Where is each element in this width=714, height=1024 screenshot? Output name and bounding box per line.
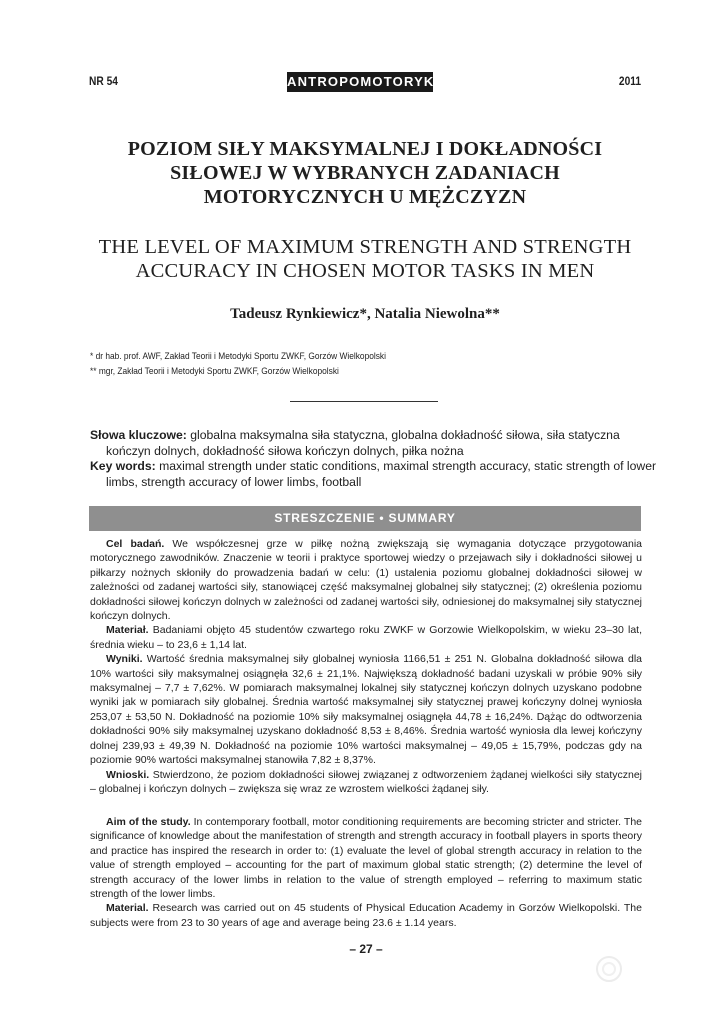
publication-year: 2011 <box>618 74 641 88</box>
journal-name: ANTROPOMOTORYKA <box>287 72 433 92</box>
abstract-polish <box>90 537 642 796</box>
title-polish <box>90 137 640 209</box>
paragraph-label: Wnioski. <box>106 768 150 781</box>
title-english-line: ACCURACY IN CHOSEN MOTOR TASKS IN MEN <box>135 260 595 282</box>
title-polish-line: SIŁOWEJ W WYBRANYCH ZADANIACH <box>170 162 560 184</box>
keywords-english-label: Key words: <box>90 459 156 473</box>
abstract-paragraph <box>90 623 642 652</box>
keywords-english <box>90 458 662 490</box>
title-polish-line: MOTORYCZNYCH U MĘŻCZYZN <box>203 186 527 208</box>
authors: Tadeusz Rynkiewicz*, Natalia Niewolna** <box>230 306 500 322</box>
paragraph-label: Wyniki. <box>106 653 143 666</box>
affiliation: * dr hab. prof. AWF, Zakład Teorii i Metodyki Sportu ZWKF, Gorzów Wielkopolski <box>90 351 386 362</box>
paragraph-text: Stwierdzono, że poziom dokładności siłowej związanej z odtworzeniem żądanej wielkości siły statycznej – globalnej i kończyn dolnych – zwiększa się wraz ze wzrostem wielkości żądanej siły. <box>90 768 642 795</box>
keywords-english-text: maximal strength under static conditions, maximal strength accuracy, static strength of lower limbs, strength accuracy of lower limbs, football <box>106 459 657 489</box>
paragraph-text: We współczesnej grze w piłkę nożną zwiększają się wymagania dotyczące przygotowania motorycznego zawodników. Znaczenie w teorii i praktyce sportowej wiedzy o przejawach siły i dokładności siłowej u piłkarzy nożnych skłoniły do prowadzenia badań w celu: (1) ustalenia poziomu globalnej dokładności siłowej w zależności od zadanej wartości siły, stanowiącej część maksymalnej globalnej siły statycznej; (2) określenia poziomu dokładności siłowej kończyn dolnych w zależności od zadanej wartości siły, odniesionej do maksymalnej siły statycznej kończyn dolnych. <box>90 538 642 623</box>
keywords-polish <box>90 427 662 459</box>
issue-number: NR 54 <box>89 74 118 88</box>
keywords-polish-text: globalna maksymalna siła statyczna, globalna dokładność siłowa, siła statyczna kończyn dolnych, dokładność siłowa kończyn dolnych, piłka nożna <box>106 428 620 458</box>
paragraph-text: In contemporary football, motor conditioning requirements are becoming stricter and stricter. The significance of knowledge about the manifestation of strength and strength accuracy in football players in sports theory and practice has inspired the research in order to: (1) evaluate the level of global strength accuracy in relation to the value of strength employed – accounting for the part of maximum global static strength; (2) determine the level of strength accuracy of the lower limbs in relation to the value of strength employed – referring to maximum static strength of the lower limbs. <box>90 816 642 901</box>
summary-heading: STRESZCZENIE • SUMMARY <box>89 506 641 531</box>
title-english <box>90 235 640 283</box>
page-header <box>89 72 641 94</box>
paragraph-label: Cel badań. <box>106 538 165 550</box>
paragraph-label: Material. <box>106 902 149 915</box>
keywords-polish-label: Słowa kluczowe: <box>90 428 187 442</box>
title-english-line: THE LEVEL OF MAXIMUM STRENGTH AND STRENGTH <box>98 236 632 258</box>
abstract-paragraph <box>90 537 642 623</box>
title-polish-line: POZIOM SIŁY MAKSYMALNEJ I DOKŁADNOŚCI <box>127 138 603 160</box>
abstract-paragraph <box>90 815 642 901</box>
paragraph-text: Research was carried out on 45 students of Physical Education Academy in Gorzów Wielkopolski. The subjects were from 23 to 30 years of age and average being 23.6 ± 1.14 years. <box>90 902 642 929</box>
abstract-paragraph <box>90 652 642 767</box>
affiliation: ** mgr, Zakład Teorii i Metodyki Sportu ZWKF, Gorzów Wielkopolski <box>90 366 339 377</box>
abstract-paragraph <box>90 901 642 930</box>
paragraph-text: Badaniami objęto 45 studentów czwartego roku ZWKF w Gorzowie Wielkopolskim, w wieku 23–30 lat, średnia wieku – to 23,6 ± 1,14 lat. <box>90 624 642 651</box>
paragraph-text: Wartość średnia maksymalnej siły globalnej wyniosła 1166,51 ± 251 N. Globalna dokładność siłowa dla 10% wartości siły maksymalnej osiągnęła 32,6 ± 21,1%. Największą dokładność badani uzyskali w próbie 90% siły maksymalnej – 7,7 ± 7,62%. W pomiarach maksymalnej lokalnej siły statycznej kończyn dolnych uzyskano podobne wyniki jak w pomiarach siły globalnej. Średnia wartość maksymalnej siły statycznej prawej kończyny dolnej wyniosła 253,07 ± 53,50 N. Dokładność na poziomie 10% siły maksymalnej osiągnęła 44,78 ± 16,24%. Dążąc do odtworzenia dokładności 90% siły maksymalnej uzyskano dokładność 8,53 ± 8,46%. Średnia wartość wyniosła dla lewej kończyny dolnej 239,93 ± 49,39 N. Dokładność na poziomie 10% wartości maksymalnej – 49,05 ± 15,79%, podczas gdy na poziomie 90% wartości maksymalnej stanowiła 7,82 ± 8,37%. <box>90 653 642 767</box>
abstract-paragraph <box>90 768 642 797</box>
paragraph-label: Aim of the study. <box>106 816 191 828</box>
abstract-english <box>90 815 642 930</box>
page-number: – 27 – <box>349 942 383 956</box>
paragraph-label: Materiał. <box>106 624 149 637</box>
divider <box>290 401 438 402</box>
watermark-icon <box>594 954 624 984</box>
